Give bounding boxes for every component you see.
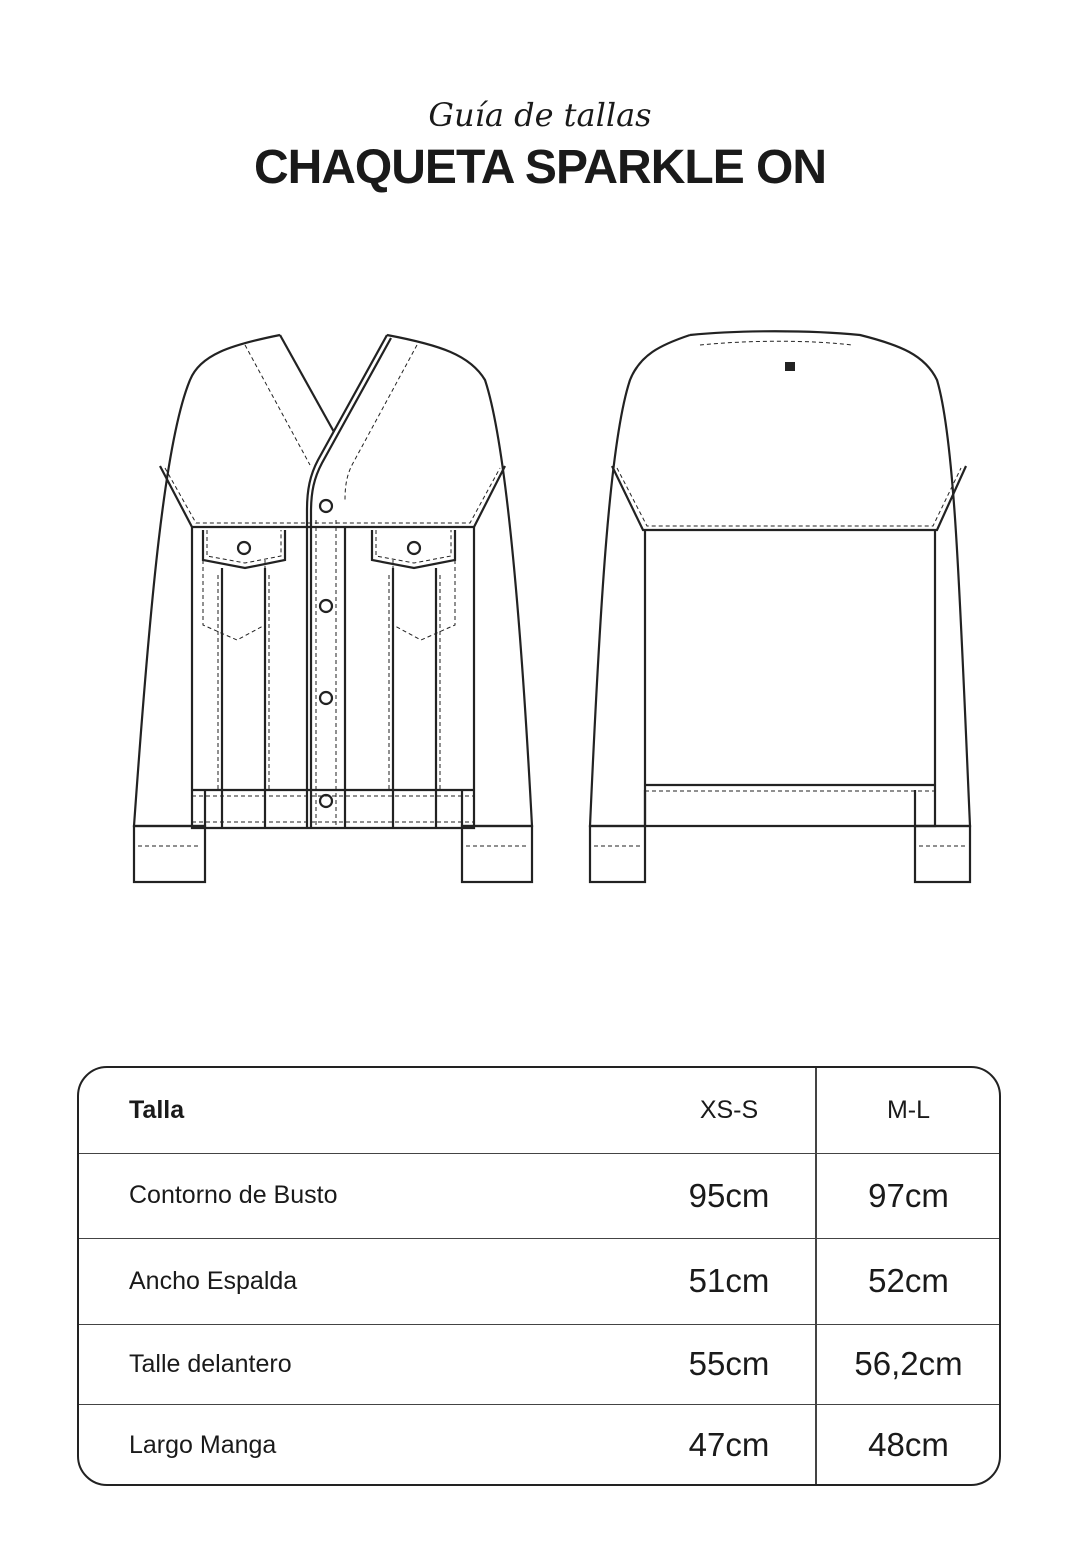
- value-m-l: 56,2cm: [854, 1345, 963, 1382]
- header-talla: Talla: [129, 1096, 185, 1124]
- value-xs-s: 51cm: [688, 1262, 770, 1299]
- header-xs-s: XS-S: [699, 1096, 759, 1124]
- value-xs-s: 55cm: [688, 1345, 770, 1382]
- logo-tag-icon: [785, 362, 795, 371]
- subtitle: Guía de tallas: [428, 96, 652, 134]
- value-m-l: 97cm: [868, 1176, 949, 1214]
- jacket-front-drawing: [134, 335, 532, 882]
- value-xs-s: 95cm: [688, 1176, 770, 1214]
- row-label: Talle delantero: [129, 1349, 292, 1378]
- table-row: [79, 1324, 999, 1405]
- table-row: [79, 1153, 999, 1239]
- row-label: Ancho Espalda: [129, 1266, 298, 1295]
- value-m-l: 52cm: [868, 1262, 949, 1299]
- value-m-l: 48cm: [868, 1426, 949, 1463]
- value-xs-s: 47cm: [688, 1426, 770, 1463]
- row-label: Contorno de Busto: [129, 1181, 338, 1209]
- header-m-l: M-L: [886, 1096, 931, 1124]
- table-row: [79, 1404, 999, 1486]
- page-title: CHAQUETA SPARKLE ON: [253, 141, 827, 194]
- table-row: [79, 1238, 999, 1325]
- jacket-back-drawing: [590, 331, 970, 882]
- table-header-row: [79, 1068, 999, 1154]
- size-table: [77, 1066, 1001, 1486]
- row-label: Largo Manga: [129, 1430, 277, 1459]
